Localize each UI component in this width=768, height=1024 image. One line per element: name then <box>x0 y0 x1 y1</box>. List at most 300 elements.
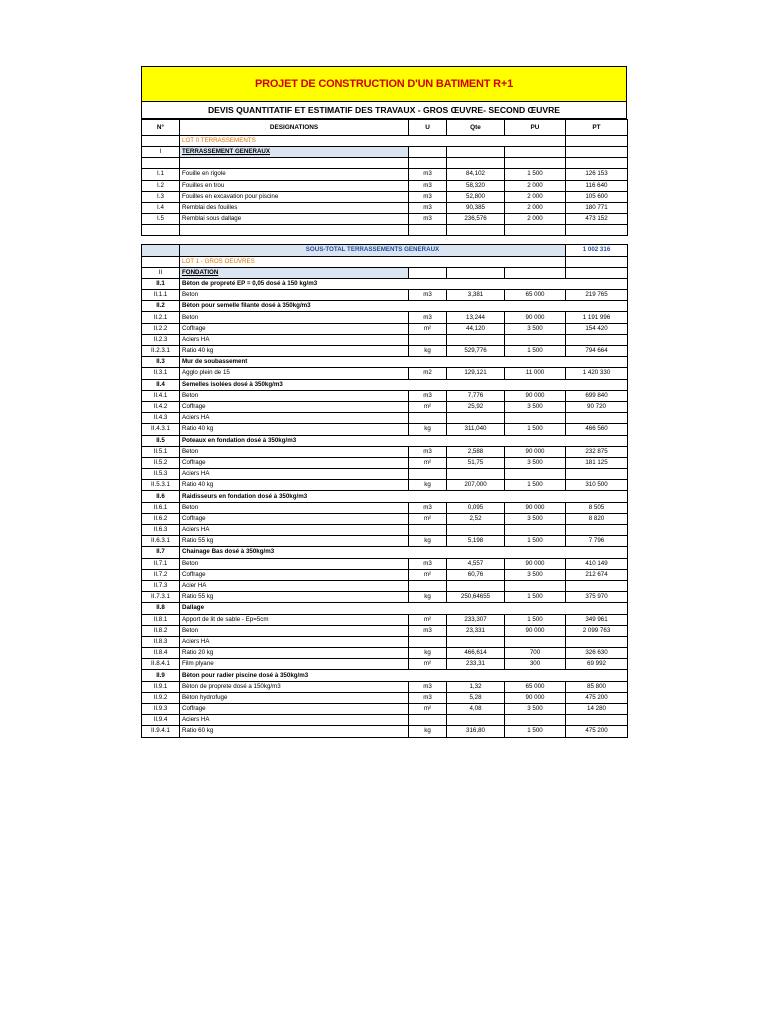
item-unit <box>409 334 447 345</box>
table-row <box>142 446 628 457</box>
item-pu: 1 500 <box>505 536 566 547</box>
item-num: II.9.4.1 <box>142 726 180 737</box>
quote-sheet <box>141 66 627 738</box>
item-unit: kg <box>409 536 447 547</box>
table-row <box>142 214 628 225</box>
item-pt: 8 505 <box>566 502 628 513</box>
item-num: II.6.1 <box>142 502 180 513</box>
item-designation: Coffrage <box>180 457 409 468</box>
item-unit: kg <box>409 346 447 357</box>
item-pt: 154 420 <box>566 323 628 334</box>
item-num: II.6.2 <box>142 513 180 524</box>
item-pu: 1 500 <box>505 614 566 625</box>
item-qte: 4,557 <box>447 558 505 569</box>
item-num: II.3 <box>142 357 180 368</box>
item-designation: Ratio 60 kg <box>180 726 409 737</box>
item-unit: kg <box>409 592 447 603</box>
subsection-row <box>142 603 628 614</box>
header-row <box>142 120 628 136</box>
item-pt: 69 992 <box>566 659 628 670</box>
item-num: II.2 <box>142 301 180 312</box>
table-row <box>142 648 628 659</box>
item-designation: Aciers HA <box>180 413 409 424</box>
item-designation: Bèton de propreté EP = 0,05 dosé à 150 kg/m3 <box>180 278 628 289</box>
item-qte: 51,75 <box>447 457 505 468</box>
item-num: II.9.4 <box>142 715 180 726</box>
item-unit: m² <box>409 457 447 468</box>
item-pu: 1 500 <box>505 169 566 180</box>
item-qte: 2,588 <box>447 446 505 457</box>
item-designation: Ratio 55 kg <box>180 536 409 547</box>
item-designation: Beton <box>180 558 409 569</box>
subtotal-label: SOUS-TOTAL TERRASSEMENTS GENERAUX <box>180 245 566 256</box>
table-row <box>142 569 628 580</box>
item-designation: Bèton pour radier piscine dosé à 350kg/m3 <box>180 670 628 681</box>
item-pu: 1 500 <box>505 424 566 435</box>
table-row <box>142 681 628 692</box>
item-pu: 3 500 <box>505 401 566 412</box>
item-unit: m3 <box>409 191 447 202</box>
item-qte <box>447 715 505 726</box>
item-designation: Bèton hydrofuge <box>180 692 409 703</box>
item-pu <box>505 413 566 424</box>
item-pt: 794 664 <box>566 346 628 357</box>
item-pt: 699 840 <box>566 390 628 401</box>
lot1-label: LOT 1 - GROS OEUVRES <box>180 256 409 267</box>
item-pt: 466 560 <box>566 424 628 435</box>
item-designation: Coffrage <box>180 513 409 524</box>
item-qte: 1,32 <box>447 681 505 692</box>
section-label: FONDATION <box>180 267 409 278</box>
item-pt: 90 720 <box>566 401 628 412</box>
header-pt: PT <box>566 120 628 136</box>
table-row <box>142 480 628 491</box>
item-pu: 65 000 <box>505 290 566 301</box>
item-num: II.8.4 <box>142 648 180 659</box>
header-pu: PU <box>505 120 566 136</box>
subtotal-row <box>142 245 628 256</box>
item-unit: m² <box>409 323 447 334</box>
item-pt: 232 875 <box>566 446 628 457</box>
item-designation: Beton <box>180 446 409 457</box>
item-designation: Film plyane <box>180 659 409 670</box>
item-pt: 219 765 <box>566 290 628 301</box>
lot1-items <box>142 278 628 737</box>
item-num: II.4.1 <box>142 390 180 401</box>
item-num: II.9.2 <box>142 692 180 703</box>
subsection-row <box>142 379 628 390</box>
item-designation: Ratio 40 kg <box>180 424 409 435</box>
item-pu: 1 500 <box>505 346 566 357</box>
item-qte: 3,381 <box>447 290 505 301</box>
table-row <box>142 704 628 715</box>
subsection-row <box>142 670 628 681</box>
item-pu: 11 000 <box>505 368 566 379</box>
item-num: I.5 <box>142 214 180 225</box>
item-num: II.5.3 <box>142 469 180 480</box>
item-num: I.1 <box>142 169 180 180</box>
item-qte: 25,92 <box>447 401 505 412</box>
item-pu: 2 000 <box>505 202 566 213</box>
item-qte: 13,244 <box>447 312 505 323</box>
item-num: II.7.3 <box>142 580 180 591</box>
item-unit: m3 <box>409 681 447 692</box>
item-pu: 3 500 <box>505 323 566 334</box>
section-num: II <box>142 267 180 278</box>
item-unit: m3 <box>409 169 447 180</box>
header-num: N° <box>142 120 180 136</box>
table-row <box>142 726 628 737</box>
item-unit: kg <box>409 648 447 659</box>
item-unit: m² <box>409 704 447 715</box>
lot0-items <box>142 169 628 225</box>
item-num: II.7 <box>142 547 180 558</box>
subsection-row <box>142 357 628 368</box>
item-designation: Dallage <box>180 603 628 614</box>
item-designation: Apport de lit de sable - Ep=5cm <box>180 614 409 625</box>
header-unit: U <box>409 120 447 136</box>
item-pu <box>505 334 566 345</box>
item-designation: Aciers HA <box>180 715 409 726</box>
item-num: II.6.3 <box>142 525 180 536</box>
table-row <box>142 390 628 401</box>
table-row <box>142 692 628 703</box>
item-designation: Agglo plein de 15 <box>180 368 409 379</box>
item-pu <box>505 580 566 591</box>
item-num: II.4 <box>142 379 180 390</box>
section-row <box>142 147 628 158</box>
item-pt: 181 125 <box>566 457 628 468</box>
table-row <box>142 525 628 536</box>
item-pt <box>566 334 628 345</box>
item-qte <box>447 525 505 536</box>
item-pu: 1 500 <box>505 480 566 491</box>
header-qte: Qte <box>447 120 505 136</box>
table-row <box>142 580 628 591</box>
gap-row <box>142 236 628 245</box>
item-qte <box>447 413 505 424</box>
item-designation: Coffrage <box>180 323 409 334</box>
item-qte: 233,31 <box>447 659 505 670</box>
item-pu: 90 000 <box>505 625 566 636</box>
table-row <box>142 614 628 625</box>
item-qte: 44,120 <box>447 323 505 334</box>
item-pu: 3 500 <box>505 457 566 468</box>
item-designation: Beton <box>180 625 409 636</box>
table-row <box>142 457 628 468</box>
spacer-row <box>142 158 628 169</box>
item-designation: Ratio 40 kg <box>180 480 409 491</box>
item-designation: Mur de soubassement <box>180 357 628 368</box>
item-unit: m² <box>409 659 447 670</box>
table-row <box>142 469 628 480</box>
item-designation: Coffrage <box>180 704 409 715</box>
item-designation: Remblai des fouilles <box>180 202 409 213</box>
item-pt: 180 771 <box>566 202 628 213</box>
item-pu <box>505 525 566 536</box>
item-pu: 1 500 <box>505 726 566 737</box>
item-pu: 3 500 <box>505 704 566 715</box>
item-num: II.5.1 <box>142 446 180 457</box>
table-row <box>142 401 628 412</box>
item-designation: Aciers HA <box>180 636 409 647</box>
item-pt: 326 630 <box>566 648 628 659</box>
item-unit: kg <box>409 480 447 491</box>
item-pt: 475 200 <box>566 726 628 737</box>
item-num: II.7.1 <box>142 558 180 569</box>
item-pu: 700 <box>505 648 566 659</box>
item-pt <box>566 525 628 536</box>
item-qte <box>447 334 505 345</box>
item-designation: Poteaux en fondation dosé à 350kg/m3 <box>180 435 628 446</box>
item-pt: 310 500 <box>566 480 628 491</box>
item-qte <box>447 580 505 591</box>
item-qte: 84,102 <box>447 169 505 180</box>
item-pt: 1 420 330 <box>566 368 628 379</box>
item-unit: m² <box>409 569 447 580</box>
subsection-row <box>142 435 628 446</box>
table-row <box>142 368 628 379</box>
item-pu: 1 500 <box>505 592 566 603</box>
item-pt: 475 200 <box>566 692 628 703</box>
subsection-row <box>142 301 628 312</box>
quote-table <box>141 119 628 738</box>
item-unit: m3 <box>409 558 447 569</box>
table-row <box>142 536 628 547</box>
table-row <box>142 312 628 323</box>
item-num: II.9 <box>142 670 180 681</box>
item-qte: 0,095 <box>447 502 505 513</box>
item-qte <box>447 636 505 647</box>
item-designation: Semelles isolées dosé à 350kg/m3 <box>180 379 628 390</box>
lot0-label: LOT 0 TERRASSEMENTS <box>180 136 409 147</box>
item-num: II.3.1 <box>142 368 180 379</box>
section-row <box>142 267 628 278</box>
item-pu: 90 000 <box>505 446 566 457</box>
item-pt: 8 820 <box>566 513 628 524</box>
item-qte: 129,121 <box>447 368 505 379</box>
item-unit: m2 <box>409 368 447 379</box>
item-unit: m3 <box>409 692 447 703</box>
item-pt <box>566 715 628 726</box>
item-num: II.2.3 <box>142 334 180 345</box>
item-designation: Fouilles en excavation pour piscine <box>180 191 409 202</box>
item-qte: 7,776 <box>447 390 505 401</box>
item-qte: 58,320 <box>447 180 505 191</box>
table-row <box>142 502 628 513</box>
item-unit: m² <box>409 614 447 625</box>
item-designation: Aciers HA <box>180 334 409 345</box>
item-pu: 90 000 <box>505 312 566 323</box>
item-qte: 5,28 <box>447 692 505 703</box>
item-num: II.8.3 <box>142 636 180 647</box>
item-pt: 105 600 <box>566 191 628 202</box>
item-pt: 410 149 <box>566 558 628 569</box>
table-row <box>142 323 628 334</box>
item-pt: 85 800 <box>566 681 628 692</box>
item-pu: 300 <box>505 659 566 670</box>
subsection-row <box>142 491 628 502</box>
table-row <box>142 636 628 647</box>
item-designation: Ratio 40 kg <box>180 346 409 357</box>
item-qte: 250,64655 <box>447 592 505 603</box>
subtotal-value: 1 002 316 <box>566 245 628 256</box>
item-designation: Coffrage <box>180 401 409 412</box>
item-pu <box>505 469 566 480</box>
item-pu: 2 000 <box>505 214 566 225</box>
item-pu: 90 000 <box>505 692 566 703</box>
table-row <box>142 558 628 569</box>
item-unit <box>409 580 447 591</box>
item-unit: m3 <box>409 502 447 513</box>
subsection-row <box>142 547 628 558</box>
item-designation: Ratio 20 kg <box>180 648 409 659</box>
section-label: TERRASSEMENT GENERAUX <box>180 147 409 158</box>
item-unit <box>409 525 447 536</box>
item-designation: Beton <box>180 312 409 323</box>
item-unit: m3 <box>409 290 447 301</box>
item-pt: 116 640 <box>566 180 628 191</box>
lot1-row <box>142 256 628 267</box>
item-unit: m² <box>409 401 447 412</box>
item-pu: 90 000 <box>505 390 566 401</box>
item-qte: 4,08 <box>447 704 505 715</box>
item-num: II.1 <box>142 278 180 289</box>
item-num: II.8.4.1 <box>142 659 180 670</box>
section-num: I <box>142 147 180 158</box>
item-designation: Raidisseurs en fondation dosé à 350kg/m3 <box>180 491 628 502</box>
item-pt: 7 796 <box>566 536 628 547</box>
item-num: I.3 <box>142 191 180 202</box>
item-qte: 2,52 <box>447 513 505 524</box>
item-designation: Remblai sous dallage <box>180 214 409 225</box>
item-pt <box>566 636 628 647</box>
item-unit: m3 <box>409 390 447 401</box>
item-num: II.9.3 <box>142 704 180 715</box>
item-unit: m² <box>409 513 447 524</box>
table-row <box>142 169 628 180</box>
item-designation: Acier HA <box>180 580 409 591</box>
item-unit: m3 <box>409 180 447 191</box>
table-row <box>142 413 628 424</box>
item-num: II.6 <box>142 491 180 502</box>
item-pu: 90 000 <box>505 558 566 569</box>
item-pt: 2 099 763 <box>566 625 628 636</box>
item-num: II.1.1 <box>142 290 180 301</box>
subsection-row <box>142 278 628 289</box>
item-num: I.2 <box>142 180 180 191</box>
item-num: II.4.2 <box>142 401 180 412</box>
item-qte: 529,776 <box>447 346 505 357</box>
item-pu: 2 000 <box>505 180 566 191</box>
item-pt: 212 674 <box>566 569 628 580</box>
table-row <box>142 659 628 670</box>
item-pt: 1 191 996 <box>566 312 628 323</box>
item-unit: m3 <box>409 446 447 457</box>
item-pt: 126 153 <box>566 169 628 180</box>
table-row <box>142 592 628 603</box>
item-qte: 466,614 <box>447 648 505 659</box>
item-designation: Ratio 55 kg <box>180 592 409 603</box>
item-qte: 5,198 <box>447 536 505 547</box>
item-qte: 233,307 <box>447 614 505 625</box>
item-pt: 375 970 <box>566 592 628 603</box>
table-row <box>142 180 628 191</box>
item-qte: 60,76 <box>447 569 505 580</box>
item-num: II.9.1 <box>142 681 180 692</box>
item-num: II.2.2 <box>142 323 180 334</box>
item-pu: 3 500 <box>505 513 566 524</box>
item-pt: 14 280 <box>566 704 628 715</box>
item-num: I.4 <box>142 202 180 213</box>
item-num: II.8 <box>142 603 180 614</box>
item-num: II.7.3.1 <box>142 592 180 603</box>
item-pu: 90 000 <box>505 502 566 513</box>
item-pt <box>566 413 628 424</box>
document-title: PROJET DE CONSTRUCTION D'UN BATIMENT R+1 <box>141 66 627 102</box>
table-row <box>142 290 628 301</box>
item-unit <box>409 469 447 480</box>
item-num: II.2.1 <box>142 312 180 323</box>
table-row <box>142 202 628 213</box>
item-unit: m3 <box>409 202 447 213</box>
spacer-row <box>142 225 628 236</box>
item-designation: Aciers HA <box>180 469 409 480</box>
item-unit <box>409 413 447 424</box>
item-num: II.5.3.1 <box>142 480 180 491</box>
item-pt <box>566 469 628 480</box>
header-designations: DESIGNATIONS <box>180 120 409 136</box>
item-unit: kg <box>409 424 447 435</box>
lot0-row <box>142 136 628 147</box>
item-designation: Beton <box>180 290 409 301</box>
item-num: II.4.3.1 <box>142 424 180 435</box>
item-qte: 90,385 <box>447 202 505 213</box>
item-qte: 207,000 <box>447 480 505 491</box>
table-row <box>142 191 628 202</box>
item-qte: 236,576 <box>447 214 505 225</box>
item-designation: Coffrage <box>180 569 409 580</box>
item-qte: 311,040 <box>447 424 505 435</box>
item-qte: 316,80 <box>447 726 505 737</box>
item-pu <box>505 636 566 647</box>
item-num: II.5 <box>142 435 180 446</box>
table-row <box>142 715 628 726</box>
item-qte <box>447 469 505 480</box>
item-designation: Bèton pour semelle filante dosé à 350kg/m3 <box>180 301 628 312</box>
item-designation: Fouille en rigole <box>180 169 409 180</box>
table-row <box>142 424 628 435</box>
item-designation: Fouilles en trou <box>180 180 409 191</box>
item-unit <box>409 715 447 726</box>
item-pt: 473 152 <box>566 214 628 225</box>
item-unit: m3 <box>409 214 447 225</box>
table-row <box>142 625 628 636</box>
item-pu: 65 000 <box>505 681 566 692</box>
item-num: II.5.2 <box>142 457 180 468</box>
item-num: II.4.3 <box>142 413 180 424</box>
item-unit: m3 <box>409 312 447 323</box>
item-designation: Aciers HA <box>180 525 409 536</box>
item-designation: Beton <box>180 502 409 513</box>
item-designation: Chainage Bas dosé à 350kg/m3 <box>180 547 628 558</box>
item-qte: 52,800 <box>447 191 505 202</box>
item-num: II.2.3.1 <box>142 346 180 357</box>
item-unit <box>409 636 447 647</box>
item-unit: m3 <box>409 625 447 636</box>
table-row <box>142 346 628 357</box>
item-num: II.7.2 <box>142 569 180 580</box>
